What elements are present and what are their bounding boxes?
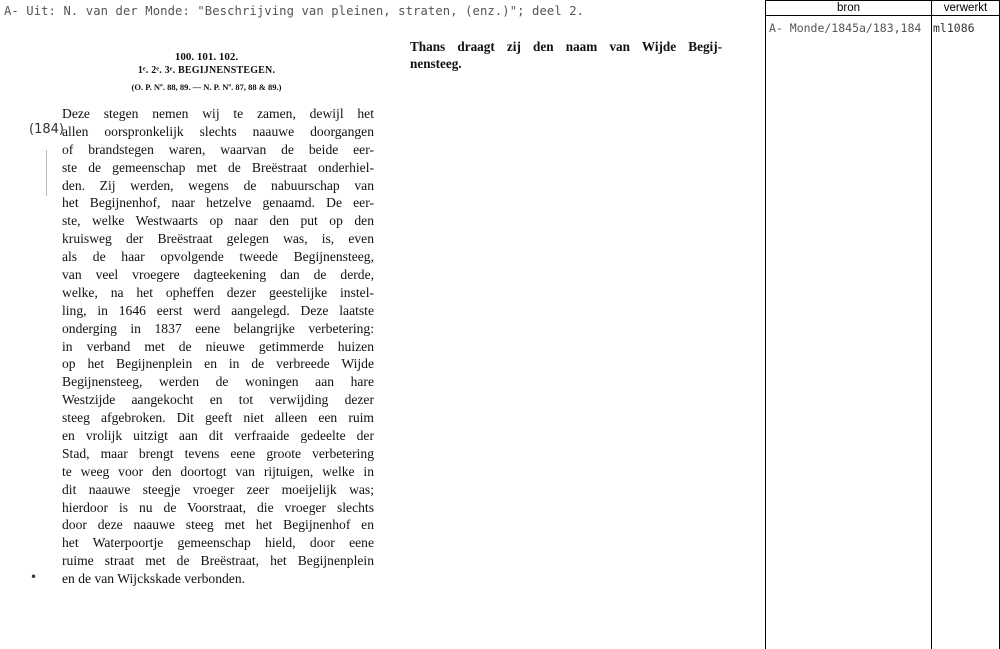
body-line: en de van Wijckskade verbonden.	[62, 571, 246, 587]
cell-verwerkt: ml1086	[933, 21, 975, 35]
body-line: kruisweg der Breëstraat gelegen was, is, even	[62, 231, 374, 247]
body-text	[62, 105, 374, 588]
continuation-line: Thans draagt zij den naam van Wijde Begij-	[410, 39, 722, 54]
header-verwerkt: verwerkt	[943, 2, 988, 14]
section-heading	[64, 50, 349, 94]
continuation-text	[410, 38, 722, 72]
body-line: het Begijnenhof, naar hetzelve genaamd. De eer-	[62, 195, 374, 211]
body-line: ruime straat met de Breëstraat, het Begijnenplein	[62, 553, 374, 569]
body-line: op het Begijnenplein en in de verbreede Wijde	[62, 356, 374, 372]
body-line: ste, welke Westwaarts op naar den put op den	[62, 213, 374, 229]
cell-bron: A- Monde/1845a/183,184	[769, 21, 922, 35]
margin-mark	[46, 150, 47, 196]
body-line: door deze naauwe steeg met het Begijnenhof en	[62, 517, 374, 533]
body-line: Begijnensteeg, werden de woningen aan hare	[62, 374, 374, 390]
body-line: en vrolijk uitzigt aan dit verfraaide gedeelte der	[62, 428, 374, 444]
margin-page-note: (184)	[29, 122, 64, 137]
body-line: ling, in 1646 eerst werd aangelegd. Deze laatste	[62, 302, 374, 318]
body-line: of brandstegen waren, waarvan de beide eer-	[62, 141, 374, 157]
body-line: als de haar opvolgende tweede Begijnensteeg,	[62, 249, 374, 265]
body-line: te weeg voor den doortogt van rijtuigen, welke in	[62, 463, 374, 479]
body-line: Deze stegen nemen wij te zamen, dewijl het	[62, 106, 374, 121]
body-line: allen oorspronkelijk slechts naauwe doorgangen	[62, 123, 374, 139]
body-line: welke, na het opheffen dezer geestelijke instel-	[62, 284, 374, 300]
header-bron: bron	[836, 2, 861, 14]
section-numbers: 100. 101. 102.	[174, 51, 239, 63]
body-line: Westzijde aangekocht en tot verwijding dezer	[62, 392, 374, 408]
body-line: Stad, maar brengt tevens eene groote verbetering	[62, 445, 374, 461]
section-title: 1ᵉ. 2ᵉ. 3ᵉ. BEGIJNENSTEGEN.	[137, 65, 276, 76]
section-references: (O. P. Nº. 88, 89. — N. P. Nº. 87, 88 & 89.)	[131, 82, 282, 92]
body-line: onderging in 1837 eene belangrijke verbetering:	[62, 320, 374, 336]
body-line: ste de gemeenschap met de Breëstraat onderhiel-	[62, 159, 374, 175]
source-line: A- Uit: N. van der Monde: "Beschrijving van pleinen, straten, (enz.)"; deel 2.	[4, 4, 585, 18]
continuation-line: nensteeg.	[410, 56, 462, 71]
body-line: van veel vroegere dagteekening dan de derde,	[62, 267, 374, 283]
body-line: in verband met de nieuwe getimmerde huizen	[62, 338, 374, 354]
body-line: den. Zij werden, wegens de nabuurschap van	[62, 177, 374, 193]
margin-dot: •	[30, 570, 38, 584]
body-line: dit naauwe steegje vroeger zeer moeijelijk was;	[62, 481, 374, 497]
body-line: hierdoor is nu de Voorstraat, die vroeger slechts	[62, 499, 374, 515]
body-line: het Waterpoortje gemeenschap hield, door eene	[62, 535, 374, 551]
body-line: steeg afgebroken. Dit geeft niet alleen een ruim	[62, 410, 374, 426]
